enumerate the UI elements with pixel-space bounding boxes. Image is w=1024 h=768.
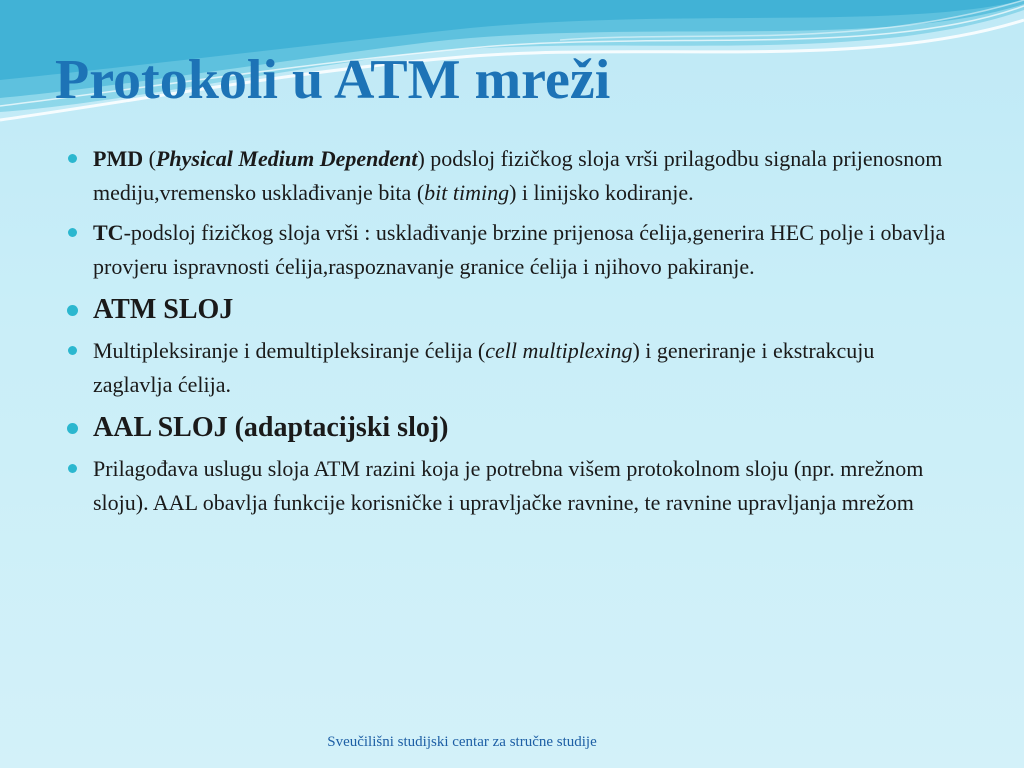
bullet-dot-icon <box>67 305 78 316</box>
heading-text: ATM SLOJ <box>93 294 234 325</box>
heading-aal-sloj <box>68 408 948 448</box>
slide-title: Protokoli u ATM mreži <box>55 49 611 111</box>
bullet-text: -podsloj fizičkog sloja vrši : usklađivanje brzine prijenosa ćelija,generira HEC polje i obavlja provjeru ispravnosti ćelija,raspoznavanje granice ćelija i njihovo pakiranje. <box>93 220 946 279</box>
term-physical-medium-dependent: Physical Medium Dependent <box>155 146 418 171</box>
slide-footer: Sveučilišni studijski centar za stručne studije <box>327 734 597 750</box>
bullet-dot-icon <box>68 346 77 355</box>
bullet-text: ) i linijsko kodiranje. <box>509 180 694 205</box>
bullet-dot-icon <box>68 464 77 473</box>
bullet-text: ) podsloj fizičkog sloja vrši prilagodbu signala prijenosnom mediju,vremensko usklađivanje bita ( <box>93 146 943 205</box>
bullet-dot-icon <box>68 228 77 237</box>
bullet-text: ) i generiranje i ekstrakcuju zaglavlja ćelija. <box>93 338 875 397</box>
bullet-list <box>68 142 948 526</box>
bullet-dot-icon <box>68 154 77 163</box>
term-cell-multiplexing: cell multiplexing <box>485 338 633 363</box>
bullet-text: Multipleksiranje i demultipleksiranje ćelija ( <box>93 338 486 363</box>
bullet-dot-icon <box>67 423 78 434</box>
bullet-multiplexing <box>68 334 948 402</box>
bullet-pmd <box>68 142 948 210</box>
bullet-tc <box>68 216 948 284</box>
heading-atm-sloj <box>68 290 948 330</box>
term-bit-timing: bit timing <box>424 180 510 205</box>
bullet-aal-description <box>68 452 948 520</box>
heading-text: AAL SLOJ (adaptacijski sloj) <box>93 412 449 443</box>
bullet-text: Prilagođava uslugu sloja ATM razini koja je potrebna višem protokolnom sloju (npr. mrežnom sloju). AAL obavlja funkcije korisničke i upravljačke ravnine, te ravnine upravljanja mrežom <box>93 456 924 515</box>
bullet-text: ( <box>143 146 156 171</box>
term-pmd: PMD <box>93 146 144 171</box>
term-tc: TC <box>93 220 124 245</box>
